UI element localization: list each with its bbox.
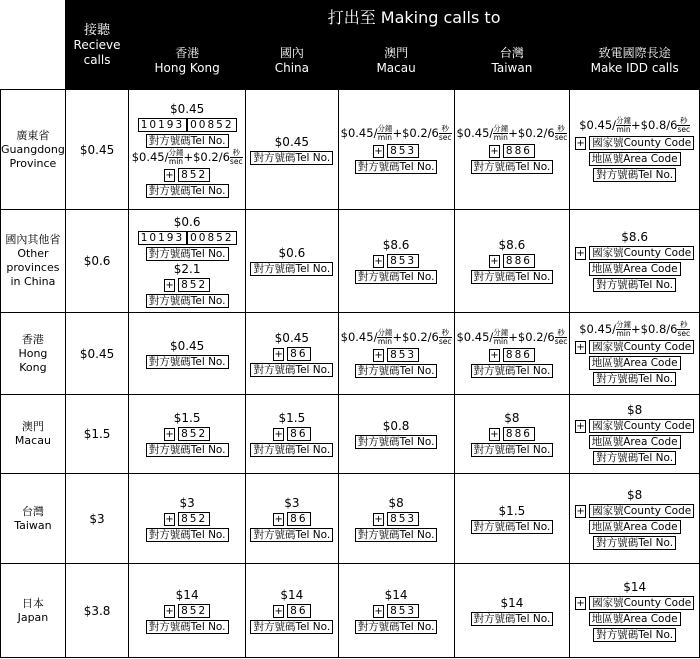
row-header-macau: 澳門 Macau [1, 395, 66, 474]
rate-cell: $3 + 852 對方號碼Tel No. [129, 474, 246, 564]
rate-cell: $8 + 國家號County Code 地區號Area Code 對方號碼Tel No. [570, 474, 700, 564]
rate-cell: $0.45 + 86 對方號碼Tel No. [246, 313, 339, 395]
dest-header-macau: 澳門 Macau [338, 33, 454, 90]
corner-blank [1, 1, 66, 90]
rate-cell: $0.45 對方號碼Tel No. [246, 90, 339, 210]
rate-cell: $8.6 + 853 對方號碼Tel No. [338, 210, 454, 313]
receive-rate: $0.45 [65, 90, 128, 210]
rate-cell: $0.45/ $\frac{\text{分鐘}}{\min}$ +$0.2/6 $\frac{\text{秒}}{\sec}$ + 853 對方號碼Tel No. [338, 313, 454, 395]
rate-cell: $1.5 對方號碼Tel No. [454, 474, 570, 564]
rate-cell: $0.6 對方號碼Tel No. [246, 210, 339, 313]
receive-header [65, 1, 128, 90]
rate-cell: $0.45 對方號碼Tel No. [129, 313, 246, 395]
rate-cell: $14 對方號碼Tel No. [454, 564, 570, 658]
rate-cell: $8 + 國家號County Code 地區號Area Code 對方號碼Tel No. [570, 395, 700, 474]
rate-cell: $8.6 + 886 對方號碼Tel No. [454, 210, 570, 313]
row-header-guangdong: 廣東省 Guangdong Province [1, 90, 66, 210]
row-header-other-provinces: 國內其他省 Other provinces in China [1, 210, 66, 313]
receive-rate: $1.5 [65, 395, 128, 474]
rate-cell: $0.45/ $\frac{\text{分鐘}}{\min}$ +$0.8/6 $\frac{\text{秒}}{\sec}$ + 國家號County Code 地區號Area Code 對方號碼Tel No. [570, 313, 700, 395]
dest-header-china: 國內 China [246, 33, 339, 90]
receive-header-en1: Recieve [73, 37, 121, 52]
rate-cell: $1.5 + 852 對方號碼Tel No. [129, 395, 246, 474]
dest-header-taiwan: 台灣 Taiwan [454, 33, 570, 90]
rate-cell: $14 + 86 對方號碼Tel No. [246, 564, 339, 658]
row-header-japan: 日本 Japan [1, 564, 66, 658]
receive-header-zh: 接聽 [84, 22, 111, 38]
rate-cell: $0.45/ $\frac{\text{分鐘}}{\min}$ +$0.2/6 $\frac{\text{秒}}{\sec}$ + 886 對方號碼Tel No. [454, 90, 570, 210]
rate-cell: $0.6 10193 00852 對方號碼Tel No. $2.1 + 852 對方號碼Tel No. [129, 210, 246, 313]
rate-cell: $8.6 + 國家號County Code 地區號Area Code 對方號碼Tel No. [570, 210, 700, 313]
rate-cell: $1.5 + 86 對方號碼Tel No. [246, 395, 339, 474]
row-header-hong-kong: 香港 Hong Kong [1, 313, 66, 395]
receive-rate: $3.8 [65, 564, 128, 658]
receive-header-en2: calls [83, 52, 111, 67]
rate-cell: $3 + 86 對方號碼Tel No. [246, 474, 339, 564]
rate-cell: $0.45/ $\frac{\text{分鐘}}{\min}$ +$0.2/6 $\frac{\text{秒}}{\sec}$ + 853 對方號碼Tel No. [338, 90, 454, 210]
rate-cell: $8 + 886 對方號碼Tel No. [454, 395, 570, 474]
receive-rate: $0.6 [65, 210, 128, 313]
row-header-taiwan: 台灣 Taiwan [1, 474, 66, 564]
rate-cell: $8 + 853 對方號碼Tel No. [338, 474, 454, 564]
rate-cell: $0.45/ $\frac{\text{分鐘}}{\min}$ +$0.2/6 $\frac{\text{秒}}{\sec}$ + 886 對方號碼Tel No. [454, 313, 570, 395]
making-calls-title: 打出至 Making calls to [129, 1, 700, 33]
dest-header-idd: 致電國際長途 Make IDD calls [570, 33, 700, 90]
receive-rate: $3 [65, 474, 128, 564]
dest-header-hk: 香港 Hong Kong [129, 33, 246, 90]
rate-cell: $0.8 對方號碼Tel No. [338, 395, 454, 474]
rate-cell: $14 + 國家號County Code 地區號Area Code 對方號碼Tel No. [570, 564, 700, 658]
rate-cell: $14 + 853 對方號碼Tel No. [338, 564, 454, 658]
rate-cell: $0.45 10193 00852 對方號碼Tel No. $0.45/ $\frac{\text{分鐘}}{\min}$ +$0.2/6 $\frac{\text{秒}}{\sec}$ + 852 對方號碼Tel No. [129, 90, 246, 210]
receive-rate: $0.45 [65, 313, 128, 395]
rate-cell: $0.45/ $\frac{\text{分鐘}}{\min}$ +$0.8/6 $\frac{\text{秒}}{\sec}$ + 國家號County Code 地區號Area Code 對方號碼Tel No. [570, 90, 700, 210]
rate-cell: $14 + 852 對方號碼Tel No. [129, 564, 246, 658]
